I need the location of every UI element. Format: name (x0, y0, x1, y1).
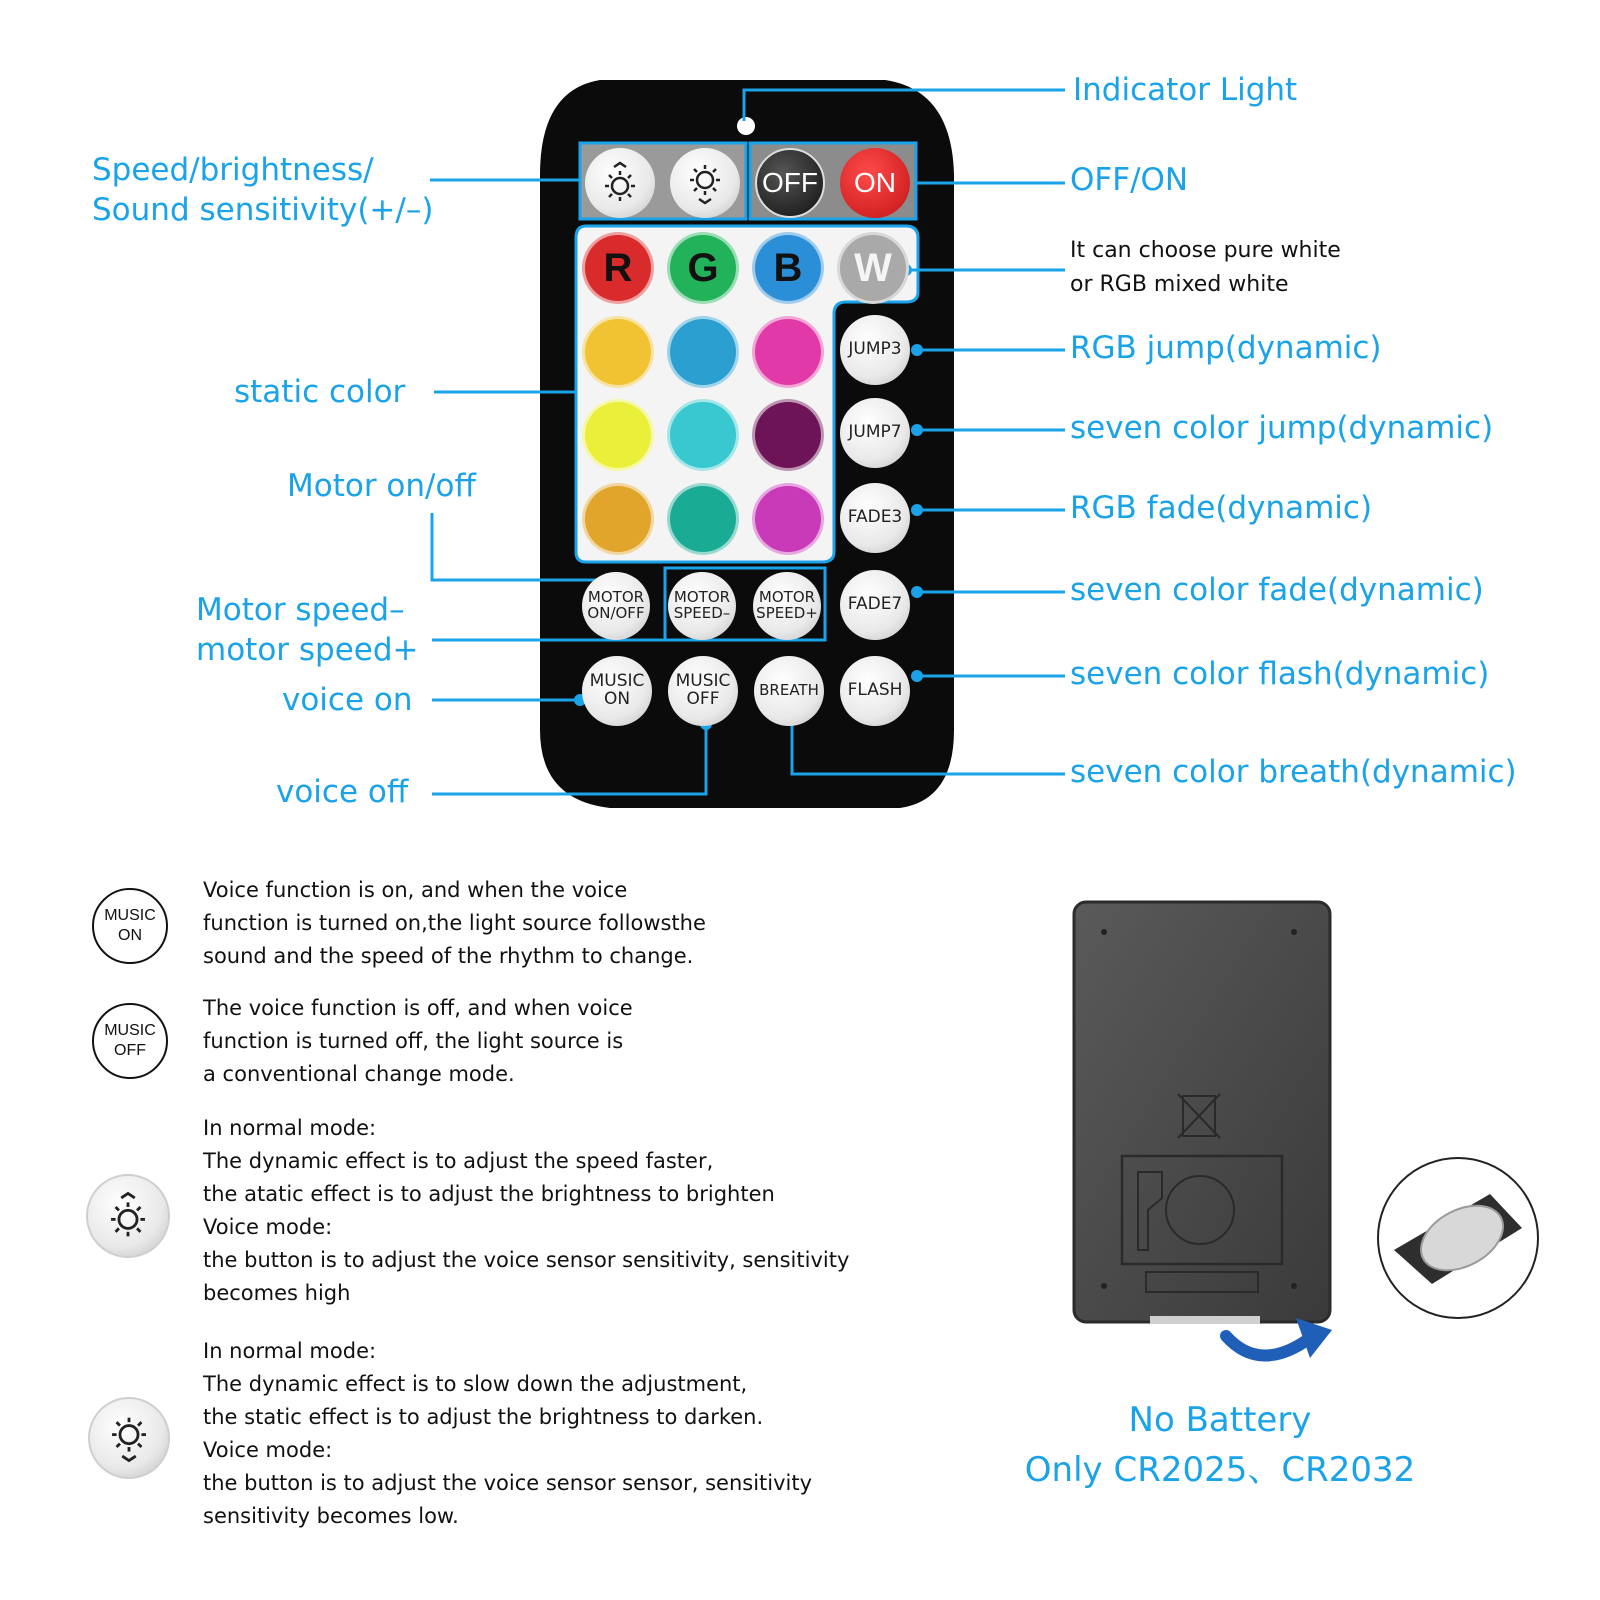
music-on-button[interactable] (582, 656, 652, 726)
fade7-label: FADE7 (847, 594, 903, 615)
legend-music-off-2: OFF (114, 1042, 146, 1059)
blue-button[interactable] (752, 232, 824, 304)
music-off-label-2: OFF (686, 689, 720, 709)
color-button-teal[interactable] (667, 483, 739, 555)
color-button-sky[interactable] (667, 316, 739, 388)
callout-voice-on: voice on (282, 682, 413, 718)
battery-note-line2: Only CR2025、CR2032 (1024, 1450, 1416, 1490)
speed-up-button[interactable] (585, 148, 655, 218)
green-label: G (687, 246, 719, 290)
red-button[interactable] (582, 232, 654, 304)
green-button[interactable] (667, 232, 739, 304)
off-button[interactable] (755, 148, 825, 218)
blue-label: B (773, 246, 803, 290)
music-off-button[interactable] (668, 656, 738, 726)
legend-music-on-1: MUSIC (104, 907, 156, 924)
speed-down-button[interactable] (670, 148, 740, 218)
callout-voice-off: voice off (276, 774, 409, 810)
callout-seven-breath: seven color breath(dynamic) (1070, 754, 1517, 790)
fade3-button[interactable] (840, 483, 910, 553)
jump3-button[interactable] (840, 315, 910, 385)
legend-speed-up-icon (86, 1174, 170, 1258)
brightness-up-icon (102, 1190, 154, 1242)
callout-rgb-fade: RGB fade(dynamic) (1070, 490, 1373, 526)
callout-static-color: static color (234, 374, 406, 410)
callout-motor-speed-1: Motor speed– (196, 592, 405, 628)
music-off-label-1: MUSIC (675, 671, 731, 692)
callout-seven-flash: seven color flash(dynamic) (1070, 656, 1490, 692)
music-on-label-2: ON (603, 689, 631, 709)
motor-speed-minus-button[interactable] (668, 572, 736, 640)
color-button-pink[interactable] (752, 316, 824, 388)
indicator-light (737, 117, 755, 135)
jump3-label: JUMP3 (848, 339, 902, 360)
callout-indicator-light: Indicator Light (1073, 72, 1298, 108)
legend-music-on-2: ON (118, 927, 142, 944)
color-button-cyan[interactable] (667, 399, 739, 471)
color-button-yellow[interactable] (582, 316, 654, 388)
battery-illustration (1060, 898, 1540, 1378)
brightness-down-icon (682, 160, 728, 206)
legend-speed-down-icon (88, 1397, 170, 1479)
legend-music-off-icon (92, 1003, 168, 1079)
white-label: W (854, 246, 892, 290)
callout-white-line2: or RGB mixed white (1070, 272, 1289, 297)
motor-plus-label-1: MOTOR (758, 588, 816, 607)
legend-music-off-1: MUSIC (104, 1022, 156, 1039)
motor-plus-label-2: SPEED+ (756, 604, 818, 622)
legend-speed-up-text: In normal mode: The dynamic effect is to adjust the speed faster, the atatic effect is to adjust the brightness to brighten Voice mode: the button is to adjust the voice sensor sensitivity, sensitivity becomes high (203, 1116, 850, 1305)
brightness-up-icon (597, 160, 643, 206)
callout-rgb-jump: RGB jump(dynamic) (1070, 330, 1382, 366)
on-label: ON (854, 167, 896, 199)
breath-label: BREATH (759, 681, 819, 700)
off-label: OFF (762, 167, 818, 199)
callout-white-line1: It can choose pure white (1070, 238, 1341, 263)
color-button-plum[interactable] (752, 399, 824, 471)
motor-onoff-button[interactable] (582, 572, 650, 640)
fade3-label: FADE3 (847, 507, 903, 528)
callout-seven-jump: seven color jump(dynamic) (1070, 410, 1494, 446)
callout-seven-fade: seven color fade(dynamic) (1070, 572, 1484, 608)
fade7-button[interactable] (840, 570, 910, 640)
red-label: R (603, 246, 633, 290)
legend-music-on-text: Voice function is on, and when the voice function is turned on,the light source followsthe sound and the speed of the rhythm to change. (203, 878, 706, 968)
music-on-label-1: MUSIC (589, 671, 645, 692)
legend-music-off-text: The voice function is off, and when voice function is turned off, the light source is a conventional change mode. (203, 996, 633, 1086)
callout-speed-line2: Sound sensitivity(+/–) (92, 192, 434, 228)
motor-onoff-label-2: ON/OFF (587, 604, 645, 622)
legend-music-on-icon (92, 888, 168, 964)
motor-minus-label-2: SPEED– (673, 604, 731, 622)
open-arrow (1226, 1336, 1310, 1356)
motor-onoff-label-1: MOTOR (587, 588, 645, 607)
brightness-down-icon (103, 1412, 155, 1464)
color-button-lemon[interactable] (582, 399, 654, 471)
flash-button[interactable] (840, 656, 910, 726)
color-button-magenta[interactable] (752, 483, 824, 555)
callout-speed-line1: Speed/brightness/ (92, 152, 374, 188)
on-button[interactable] (840, 148, 910, 218)
white-button[interactable] (837, 232, 909, 304)
motor-minus-label-1: MOTOR (673, 588, 731, 607)
breath-button[interactable] (754, 656, 824, 726)
battery-note-line1: No Battery (1128, 1400, 1312, 1440)
motor-speed-plus-button[interactable] (753, 572, 821, 640)
flash-label: FLASH (847, 680, 903, 701)
jump7-label: JUMP7 (848, 422, 902, 443)
callout-offon: OFF/ON (1070, 162, 1189, 198)
color-button-amber[interactable] (582, 483, 654, 555)
callout-motor-speed-2: motor speed+ (196, 632, 419, 668)
callout-motor-onoff: Motor on/off (287, 468, 476, 504)
legend-speed-down-text: In normal mode: The dynamic effect is to slow down the adjustment, the static effect is to adjust the brightness to darken. Voice mode: the button is to adjust the voice sensor sensor, sensitivity sensitivity becomes low. (203, 1339, 813, 1528)
jump7-button[interactable] (840, 398, 910, 468)
